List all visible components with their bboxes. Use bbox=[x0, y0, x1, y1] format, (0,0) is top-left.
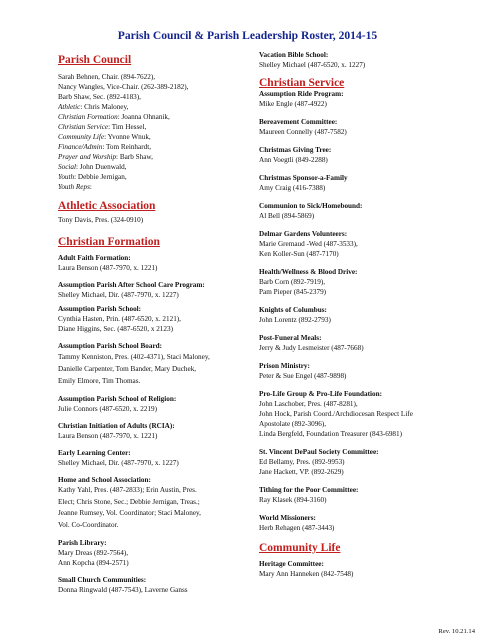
right-column bbox=[259, 50, 454, 579]
entry-line: Shelley Michael (487-6520, x. 1227) bbox=[259, 61, 366, 69]
entry-title: Bereavement Committee: bbox=[259, 118, 338, 126]
heading-parish-council: Parish Council bbox=[58, 54, 132, 66]
entry-line: Maureen Connelly (487-7582) bbox=[259, 128, 347, 136]
entry-title: Small Church Communities: bbox=[58, 576, 147, 584]
entry-line: Tammy Kenniston, Pres. (402-4371), Staci Maloney, bbox=[58, 353, 210, 361]
entry-title: Home and School Association: bbox=[58, 476, 151, 484]
role-name: : Joanna Ohnanik, bbox=[117, 113, 170, 121]
formation-entry bbox=[58, 341, 248, 387]
role-label: Youth Reps bbox=[58, 183, 90, 191]
entry-line: Ken Koller-Sun (487-7170) bbox=[259, 250, 339, 258]
council-role-line bbox=[58, 122, 248, 132]
heading-community-life: Community Life bbox=[259, 542, 341, 554]
entry-line: Cynthia Hasten, Prin. (487-6520, x. 2121), bbox=[58, 315, 181, 323]
service-entry bbox=[259, 267, 454, 297]
service-entry bbox=[259, 117, 454, 137]
role-name: : Tom Reinhardt, bbox=[102, 143, 151, 151]
heading-christian-service: Christian Service bbox=[259, 77, 345, 89]
entry-title: Communion to Sick/Homebound: bbox=[259, 202, 363, 210]
service-entry bbox=[259, 173, 454, 193]
formation-entry bbox=[58, 475, 248, 531]
entry-line: Emily Elmore, Tim Thomas. bbox=[58, 377, 141, 385]
role-name: : Chris Maloney, bbox=[80, 103, 129, 111]
entry-line: Barb Corn (892-7919), bbox=[259, 278, 326, 286]
entry-line: Pam Pieper (845-2379) bbox=[259, 288, 327, 296]
council-line: Sarah Behnen, Chair. (894-7622), bbox=[58, 73, 156, 81]
role-label: Athletic bbox=[58, 103, 81, 111]
entry-line: Vol. Co-Coordinator. bbox=[58, 520, 119, 529]
entry-line: Ann Kopcha (894-2571) bbox=[58, 559, 129, 567]
entry-title: Health/Wellness & Blood Drive: bbox=[259, 268, 358, 276]
entry-title: Heritage Committee: bbox=[259, 560, 324, 568]
heading-athletic-association: Athletic Association bbox=[58, 200, 156, 212]
parish-council-list bbox=[58, 72, 248, 192]
formation-entry bbox=[58, 575, 248, 595]
entry-line: Donna Ringwald (487-7543), Laverne Ganss bbox=[58, 586, 188, 594]
entry-line: Mary Dreas (892-7564), bbox=[58, 549, 129, 557]
council-role-line bbox=[58, 152, 248, 162]
entry-line: Laura Benson (487-7970, x. 1221) bbox=[58, 264, 158, 272]
service-entry bbox=[259, 389, 454, 439]
heading-christian-formation: Christian Formation bbox=[58, 236, 160, 248]
formation-entry bbox=[58, 304, 248, 334]
entry-title: Tithing for the Poor Committee: bbox=[259, 486, 359, 494]
service-entry bbox=[259, 89, 454, 109]
entry-title: Early Learning Center: bbox=[58, 449, 131, 457]
service-entry bbox=[259, 305, 454, 325]
council-role-line bbox=[58, 112, 248, 122]
left-column bbox=[58, 50, 248, 595]
entry-line: Apostolate (892-3096), bbox=[259, 420, 327, 428]
formation-entry bbox=[58, 421, 248, 441]
formation-entry bbox=[58, 448, 248, 468]
entry-title: Assumption Parish School of Religion: bbox=[58, 395, 177, 403]
entry-line: Diane Higgins, Sec. (487-6520, x 2123) bbox=[58, 325, 173, 333]
formation-entry bbox=[58, 394, 248, 414]
service-entry bbox=[259, 333, 454, 353]
service-entry bbox=[259, 361, 454, 381]
entry-line: John Laschober, Pres. (487-8281), bbox=[259, 400, 358, 408]
council-role-line bbox=[58, 162, 248, 172]
entry-title: Assumption Parish After School Care Program: bbox=[58, 281, 205, 289]
entry-title: Prison Ministry: bbox=[259, 362, 310, 370]
entry-line: Jeanne Rumsey, Vol. Coordinator; Staci Maloney, bbox=[58, 509, 201, 517]
entry-title: Delmar Gardens Volunteers: bbox=[259, 230, 348, 238]
entry-line: Elect; Chris Stone, Sec.; Debbie Jernigan, Treas.; bbox=[58, 497, 200, 506]
entry-title: Vacation Bible School: bbox=[259, 51, 329, 59]
council-role-line bbox=[58, 172, 248, 182]
entry-line: Laura Benson (487-7970, x. 1221) bbox=[58, 432, 158, 440]
role-label: Community Life bbox=[58, 133, 105, 141]
entry-line: Ray Klasek (894-3160) bbox=[259, 496, 327, 504]
role-label: Youth bbox=[58, 173, 75, 181]
entry-title: Christmas Sponsor-a-Family bbox=[259, 174, 348, 182]
entry-line: Danielle Carpenter, Tom Bander, Mary Duchek, bbox=[58, 365, 197, 373]
entry-title: Knights of Columbus: bbox=[259, 306, 327, 314]
role-name: : Tim Hessel, bbox=[108, 123, 147, 131]
entry-line: Mike Engle (487-4922) bbox=[259, 100, 327, 108]
role-name: : John Duenwald, bbox=[75, 163, 127, 171]
council-role-line bbox=[58, 132, 248, 142]
entry-line: Al Bell (894-5869) bbox=[259, 212, 315, 220]
entry-title: Assumption Ride Program: bbox=[259, 90, 344, 98]
entry-title: Post-Funeral Meals: bbox=[259, 334, 322, 342]
council-line: Barb Shaw, Sec. (892-4183), bbox=[58, 93, 141, 101]
council-role-line bbox=[58, 102, 248, 112]
page-title: Parish Council & Parish Leadership Roster, 2014-15 bbox=[117, 29, 378, 42]
role-label: Christian Formation bbox=[58, 113, 118, 121]
service-entry bbox=[259, 485, 454, 505]
entry-title: Christian Initiation of Adults (RCIA): bbox=[58, 422, 175, 430]
entry-line: Peter & Sue Engel (487-9898) bbox=[259, 372, 347, 380]
entry-title: Christmas Giving Tree: bbox=[259, 146, 332, 154]
role-name: : Debbie Jernigan, bbox=[74, 173, 127, 181]
role-label: Prayer and Worship bbox=[58, 153, 117, 161]
service-entry bbox=[259, 201, 454, 221]
entry-title: Adult Faith Formation: bbox=[58, 254, 131, 262]
entry-line: Julie Connors (487-6520, x. 2219) bbox=[58, 405, 158, 413]
service-entry bbox=[259, 447, 454, 477]
role-name: : bbox=[89, 183, 92, 191]
role-name: : Barb Shaw, bbox=[116, 153, 153, 161]
formation-entry bbox=[58, 280, 248, 300]
entry-title: Parish Library: bbox=[58, 539, 107, 547]
entry-line: John Hock, Parish Coord./Archdiocesan Respect Life bbox=[259, 410, 413, 418]
entry-line: Jerry & Judy Lesmeister (487-7668) bbox=[259, 344, 364, 352]
role-label: Christian Service bbox=[58, 123, 109, 131]
council-role-line bbox=[58, 142, 248, 152]
entry-title: St. Vincent DePaul Society Committee: bbox=[259, 448, 379, 456]
role-name: : Yvonne Wnuk, bbox=[104, 133, 151, 141]
entry-title: Pro-Life Group & Pro-Life Foundation: bbox=[259, 390, 382, 398]
role-label: Social bbox=[58, 163, 76, 171]
formation-entry bbox=[58, 253, 248, 273]
entry-line: Marie Gremaud -Wed (487-3533), bbox=[259, 240, 358, 248]
entry-line: Amy Craig (416-7388) bbox=[259, 184, 326, 192]
service-entry bbox=[259, 229, 454, 259]
service-entry bbox=[259, 513, 454, 533]
entry-line: Shelley Michael, Dir. (487-7970, x. 1227) bbox=[58, 291, 179, 299]
entry-title: World Missioners: bbox=[259, 514, 316, 522]
entry-line: Herb Rehagen (487-3443) bbox=[259, 524, 335, 532]
athletic-line: Tony Davis, Pres. (324-0910) bbox=[58, 216, 144, 224]
formation-entry bbox=[58, 538, 248, 568]
community-entry bbox=[259, 559, 454, 579]
entry-title: Assumption Parish School: bbox=[58, 305, 142, 313]
entry-line: Jane Hackett, VP. (892-2629) bbox=[259, 468, 344, 476]
entry-title: Assumption Parish School Board: bbox=[58, 342, 163, 350]
entry-line: Ann Voegtli (849-2288) bbox=[259, 156, 328, 164]
revision-note: Rev. 10.21.14 bbox=[438, 628, 475, 635]
entry-line: Ed Bellamy, Pres. (892-9953) bbox=[259, 458, 345, 466]
vbs-entry bbox=[259, 50, 454, 70]
role-label: Finance/Admin bbox=[58, 143, 103, 151]
council-line: Nancy Wangles, Vice-Chair. (262-389-2182), bbox=[58, 83, 189, 91]
entry-line: Kathy Yahl, Pres. (487-2833); Erin Austin, Pres. bbox=[58, 486, 197, 494]
entry-line: Linda Bergfeld, Foundation Treasurer (843-6981) bbox=[259, 430, 402, 438]
entry-line: Mary Ann Hanneken (842-7548) bbox=[259, 570, 354, 578]
council-role-line bbox=[58, 182, 248, 192]
entry-line: Shelley Michael, Dir. (487-7970, x. 1227) bbox=[58, 459, 179, 467]
service-entry bbox=[259, 145, 454, 165]
entry-line: John Lorentz (892-2793) bbox=[259, 316, 331, 324]
